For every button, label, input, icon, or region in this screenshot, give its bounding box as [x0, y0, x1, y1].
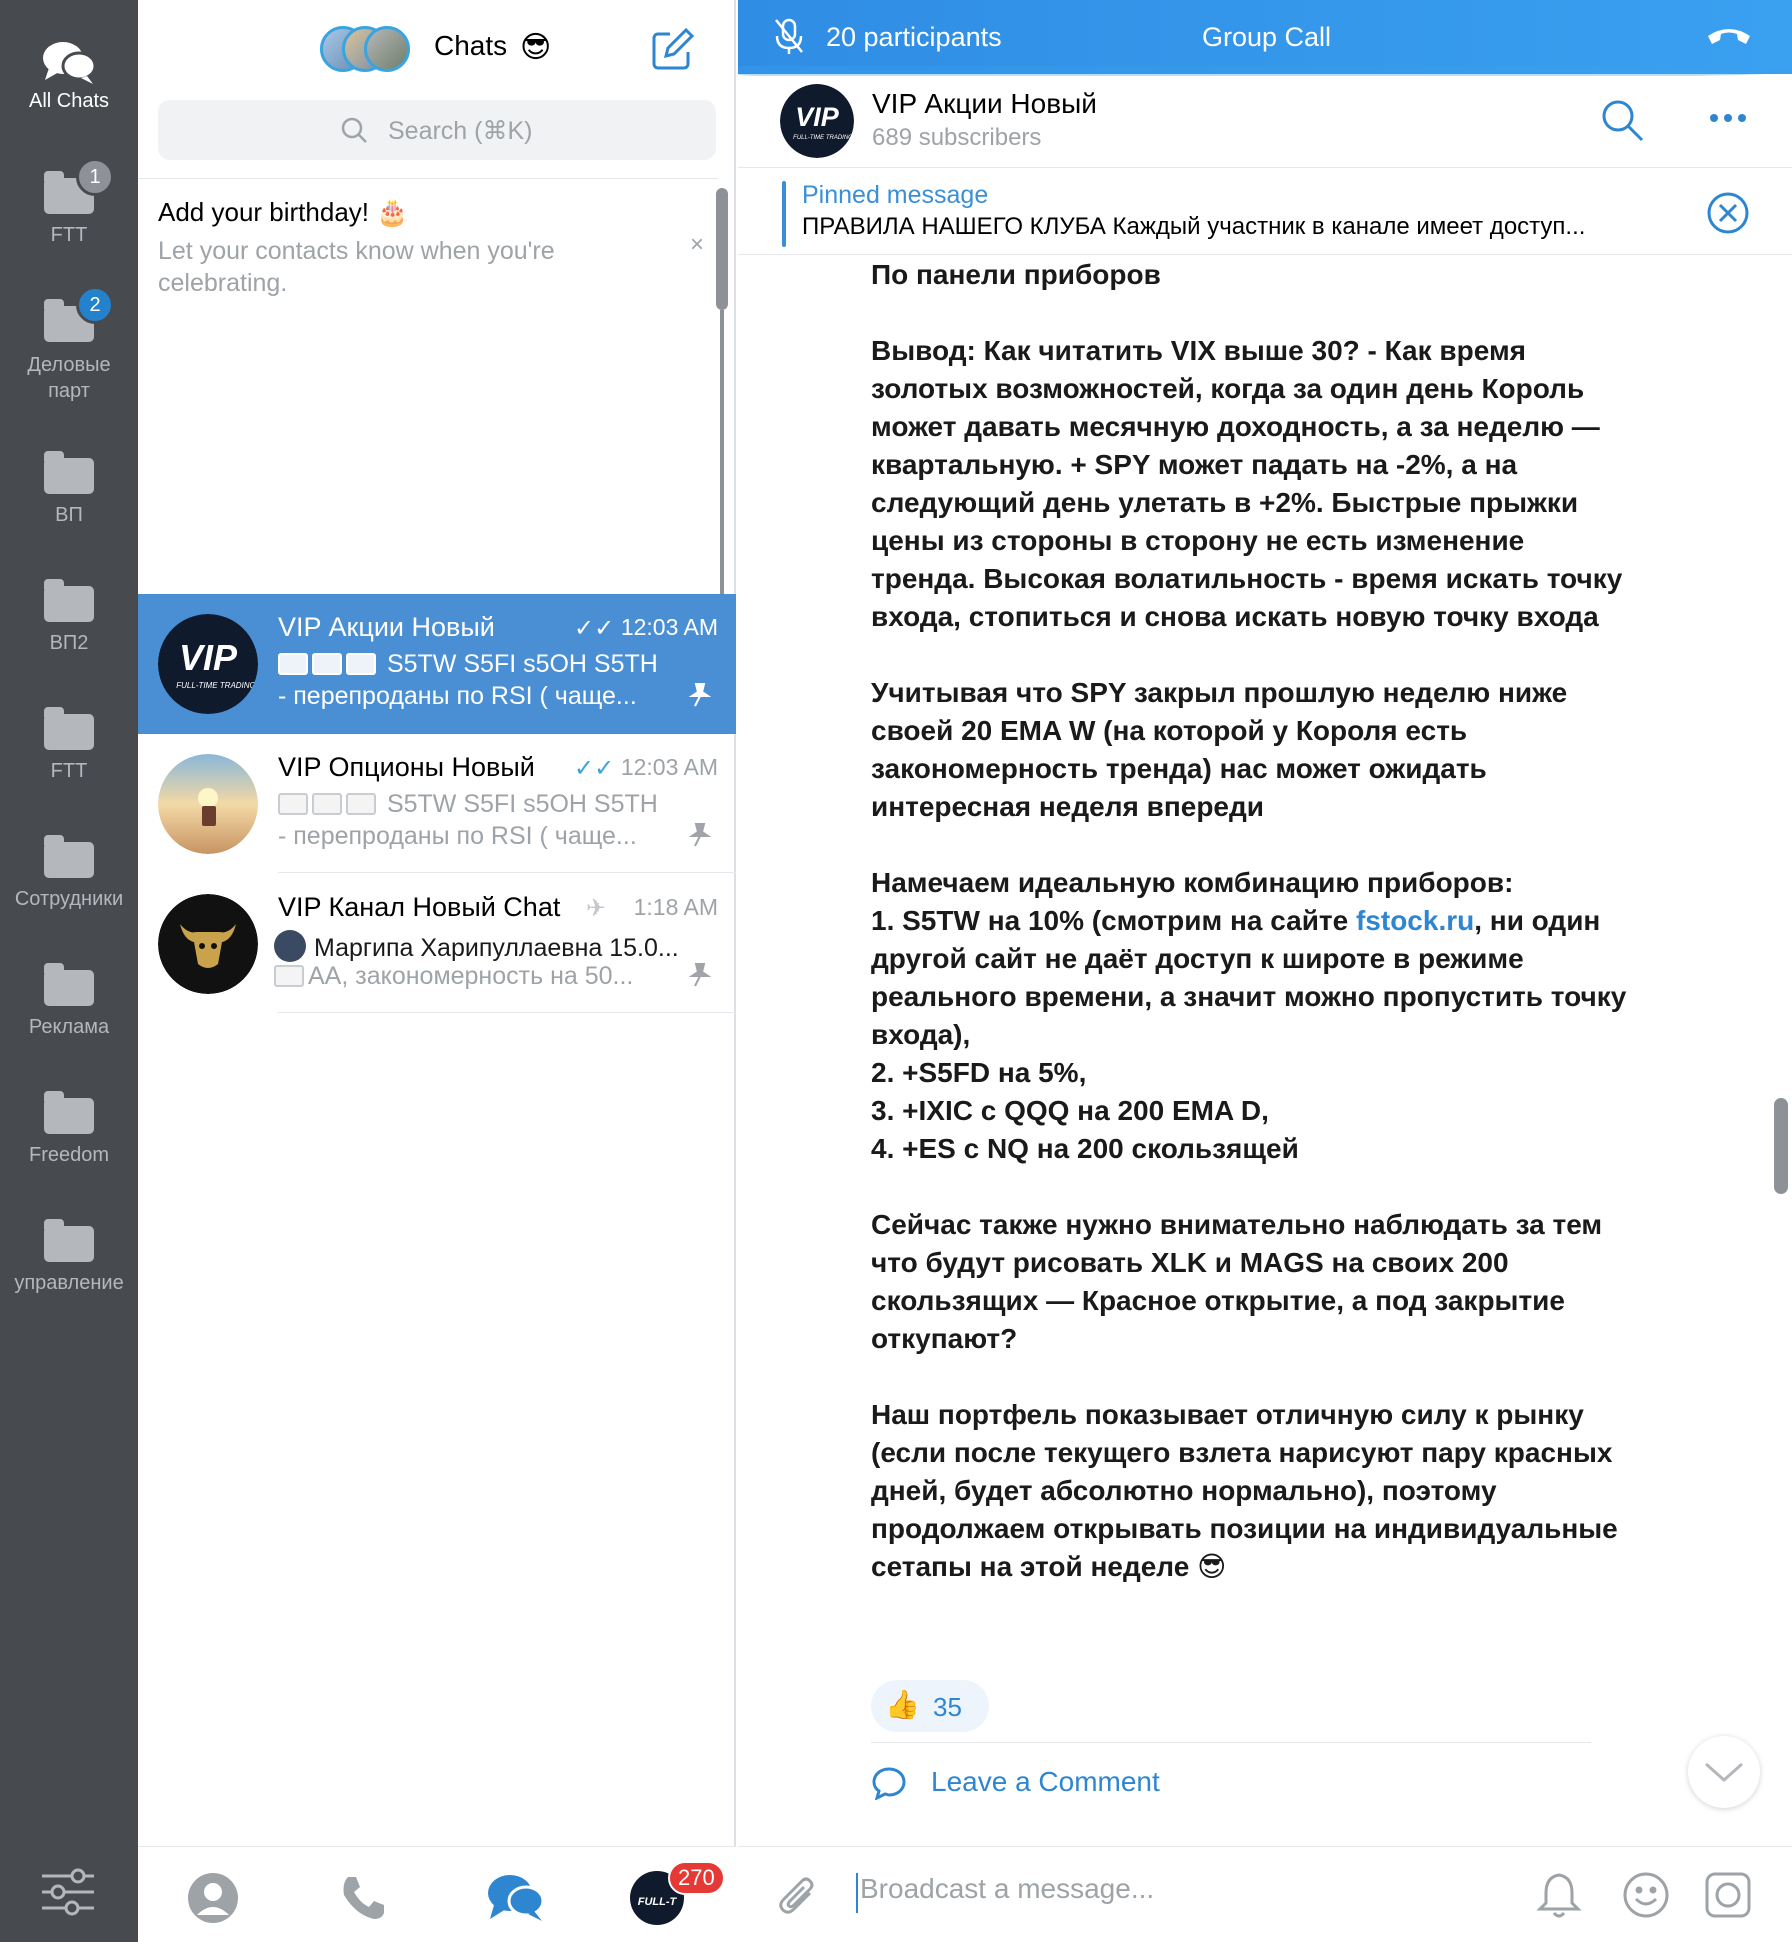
hang-up-icon[interactable]	[1706, 22, 1752, 50]
chat-list-panel	[138, 0, 736, 1942]
scroll-down-button[interactable]	[1688, 1736, 1760, 1808]
post-text: Наш портфель показывает отличную силу к рынку (если после текущего взлета нарисуют пару красных дней, будет абсолютно нормально), поэтому продолжаем открывать позиции на индивидуальные сетапы на этой неделе	[871, 1399, 1618, 1582]
chat-preview-line1	[278, 790, 698, 819]
birthday-subtitle: Let your contacts know when you're celebrating.	[158, 237, 555, 297]
list-item-text: 4. +ES с NQ на 200 скользящей	[871, 1133, 1299, 1164]
chat-preview-text: Маргипа Харипуллаевна 15.0...	[314, 934, 679, 962]
chat-preview-line2	[274, 962, 674, 991]
close-icon[interactable]: ×	[690, 231, 705, 258]
folder-label: ВП2	[49, 632, 89, 654]
channel-avatar	[158, 614, 258, 714]
folder-rail	[0, 0, 138, 1942]
folder-label: Сотрудники	[14, 888, 124, 910]
pin-icon	[688, 822, 712, 848]
post-paragraph: Вывод: Как читатить VIX выше 30? - Как время золотых возможностей, когда за один день Король может давать месячную доходность, а за неделю — квартальную. + SPY может падать на -2%, а на следующий день улетать в +2%. Быстрые прыжки цены из стороны в сторону не есть изменение тренда. Высокая волатильность - время искать точку входа, стопиться и снова искать новую точку входа	[871, 335, 1623, 632]
chart-thumb-icon	[312, 653, 342, 675]
chat-item-vip-stocks[interactable]	[138, 594, 736, 734]
chats-tab-icon[interactable]	[486, 1871, 540, 1925]
chat-item-vip-channel-chat[interactable]	[138, 874, 736, 1014]
message-composer	[738, 1846, 1792, 1942]
message-input[interactable]: Broadcast a message...	[856, 1873, 1416, 1913]
svg-text:FULL-T: FULL-T	[637, 1896, 677, 1908]
divider	[278, 1012, 736, 1013]
channel-avatar[interactable]	[780, 84, 854, 158]
folder-vp2[interactable]	[0, 580, 138, 655]
emoji-icon[interactable]	[1622, 1871, 1670, 1919]
fstock-link[interactable]: fstock.ru	[1355, 905, 1475, 936]
chat-name: VIP Канал Новый Chat	[278, 892, 561, 922]
story-avatar[interactable]	[364, 26, 410, 72]
channel-post	[871, 256, 1631, 1586]
list-item-text: , ни один другой сайт не даёт доступ к широте в режиме реального времени, а значит можно пропустить точку входа),	[871, 905, 1627, 1050]
chat-header[interactable]	[738, 76, 1792, 168]
channel-avatar	[158, 754, 258, 854]
chat-preview-line2: - перепроданы по RSI ( чаще...	[278, 682, 637, 710]
post-paragraph: По панели приборов	[871, 259, 1161, 290]
folder-ftt-2[interactable]	[0, 708, 138, 783]
call-title: Group Call	[1202, 22, 1332, 52]
divider	[278, 872, 736, 873]
folder-label: Деловые парт	[27, 354, 111, 402]
subscriber-count: 689 subscribers	[872, 124, 1042, 151]
pinned-accent-bar	[782, 181, 786, 247]
folder-label: управление	[14, 1272, 124, 1294]
pin-icon	[688, 682, 712, 708]
chat-pane	[738, 0, 1792, 1942]
folder-icon	[44, 1226, 94, 1262]
pinned-message-bar[interactable]	[738, 169, 1792, 255]
chat-time: 12:03 AM	[620, 754, 718, 780]
folder-ftt[interactable]	[0, 166, 138, 247]
folder-ads[interactable]	[0, 964, 138, 1039]
call-participants: 20 participants	[826, 22, 1002, 52]
bell-icon[interactable]	[1536, 1871, 1582, 1919]
sliders-icon[interactable]	[40, 1868, 96, 1916]
thumbs-up-icon: 👍	[885, 1689, 920, 1720]
post-paragraph: Намечаем идеальную комбинацию приборов:	[871, 867, 1514, 898]
chat-name: VIP Акции Новый	[278, 612, 495, 642]
post-paragraph: Сейчас также нужно внимательно наблюдать за тем что будут рисовать XLK и MAGS на своих 200 скользящих — Красное открытие, а под закрытие откупают?	[871, 1209, 1603, 1354]
reaction-count: 35	[933, 1692, 962, 1722]
avatar-text: VIP	[178, 637, 238, 678]
chat-item-vip-options[interactable]	[138, 734, 736, 874]
scrollbar[interactable]	[1774, 1098, 1788, 1194]
chat-preview-line2: - перепроданы по RSI ( чаще...	[278, 822, 637, 850]
comment-icon	[871, 1766, 907, 1800]
folder-label: FTT	[50, 760, 88, 782]
calls-tab-icon[interactable]	[336, 1871, 390, 1925]
read-ticks-icon: ✓✓	[574, 755, 615, 782]
mic-muted-icon[interactable]	[774, 18, 804, 56]
folder-icon	[44, 458, 94, 494]
reaction-chip[interactable]	[871, 1680, 989, 1732]
post-paragraph	[871, 1396, 1631, 1586]
more-options-icon[interactable]	[1708, 112, 1748, 124]
chart-thumb-icon	[312, 793, 342, 815]
search-icon[interactable]	[1600, 98, 1644, 142]
status-emoji[interactable]: 😎	[520, 31, 552, 64]
chart-thumb-icon	[278, 793, 308, 815]
birthday-prompt[interactable]	[138, 178, 718, 594]
divider	[871, 1742, 1591, 1743]
chat-time: 12:03 AM	[620, 614, 718, 640]
pinned-label: Pinned message	[802, 181, 989, 209]
search-placeholder: Search (⌘K)	[388, 117, 533, 145]
pin-icon	[688, 962, 712, 988]
post-paragraph: Учитывая что SPY закрыл прошлую неделю ниже своей 20 EMA W (на которой у Короля есть закономерность тренда) нас может ожидать интересная неделя впереди	[871, 677, 1568, 822]
search-icon	[340, 116, 368, 144]
folder-vp[interactable]	[0, 452, 138, 527]
folder-label: Freedom	[28, 1144, 110, 1166]
folder-icon	[44, 842, 94, 878]
chart-thumb-icon	[346, 793, 376, 815]
chat-preview-line1	[278, 650, 698, 679]
chart-thumb-icon	[346, 653, 376, 675]
folder-icon	[44, 1098, 94, 1134]
list-item-text: 3. +IXIC с QQQ на 200 EMA D,	[871, 1095, 1269, 1126]
chat-preview-text: S5TW S5FI s5OH S5TH	[386, 790, 658, 818]
attach-icon[interactable]	[776, 1873, 820, 1919]
chat-preview-text: АА, закономерность на 50...	[308, 962, 634, 990]
folder-icon	[44, 586, 94, 622]
folder-label: All Chats	[28, 90, 110, 112]
group-call-bar[interactable]	[738, 0, 1792, 74]
muted-icon: ✈	[586, 895, 607, 922]
read-ticks-icon: ✓✓	[574, 615, 615, 642]
scrollbar-track	[720, 310, 724, 604]
compose-icon[interactable]	[650, 28, 694, 72]
emoji: 😎	[1197, 1551, 1227, 1582]
contacts-tab-icon[interactable]	[186, 1871, 240, 1925]
unread-badge: 270	[668, 1861, 725, 1895]
close-pinned-icon[interactable]	[1706, 191, 1750, 235]
chevron-down-icon	[1688, 1736, 1760, 1808]
sender-avatar	[274, 930, 306, 962]
page-title: Chats	[434, 30, 508, 61]
search-input[interactable]	[158, 100, 716, 160]
chat-name: VIP Опционы Новый	[278, 752, 535, 782]
folder-all-chats[interactable]	[0, 38, 138, 113]
folder-icon	[44, 714, 94, 750]
folder-management[interactable]	[0, 1220, 138, 1295]
stories-avatars[interactable]	[320, 26, 416, 72]
avatar-text: VIP	[795, 102, 839, 132]
chat-bubbles-icon	[44, 38, 94, 82]
chart-thumb-icon	[278, 653, 308, 675]
bottom-tab-bar	[138, 1846, 736, 1942]
folder-label: Реклама	[28, 1016, 110, 1038]
comment-label: Leave a Comment	[931, 1766, 1160, 1797]
avatar-subtext: FULL-TIME TRADING	[793, 135, 853, 141]
avatar-subtext: FULL-TIME TRADING	[176, 681, 256, 690]
video-message-icon[interactable]	[1704, 1871, 1752, 1919]
unread-badge: 1	[76, 158, 114, 196]
pinned-text: ПРАВИЛА НАШЕГО КЛУБА Каждый участник в канале имеет доступ...	[802, 213, 1586, 240]
list-item-text: 2. +S5FD на 5%,	[871, 1057, 1087, 1088]
chat-time: 1:18 AM	[633, 894, 718, 920]
chart-thumb-icon	[274, 965, 304, 987]
chat-preview-text: S5TW S5FI s5OH S5TH	[386, 650, 658, 678]
scrollbar[interactable]	[716, 188, 728, 310]
birthday-title: Add your birthday! 🎂	[158, 197, 409, 227]
folder-label: FTT	[50, 224, 88, 246]
folder-freedom[interactable]	[0, 1092, 138, 1167]
folder-staff[interactable]	[0, 836, 138, 911]
post-paragraph	[871, 902, 1631, 1054]
channel-title: VIP Акции Новый	[872, 88, 1097, 119]
folder-label: ВП	[55, 504, 83, 526]
chat-preview-line1	[274, 930, 694, 963]
group-avatar	[158, 894, 258, 994]
list-item-text: 1. S5TW на 10% (смотрим на сайте	[871, 905, 1356, 936]
chat-list-header	[138, 0, 736, 96]
folder-icon	[44, 970, 94, 1006]
unread-badge: 2	[76, 286, 114, 324]
folder-business-partners[interactable]	[0, 294, 138, 404]
